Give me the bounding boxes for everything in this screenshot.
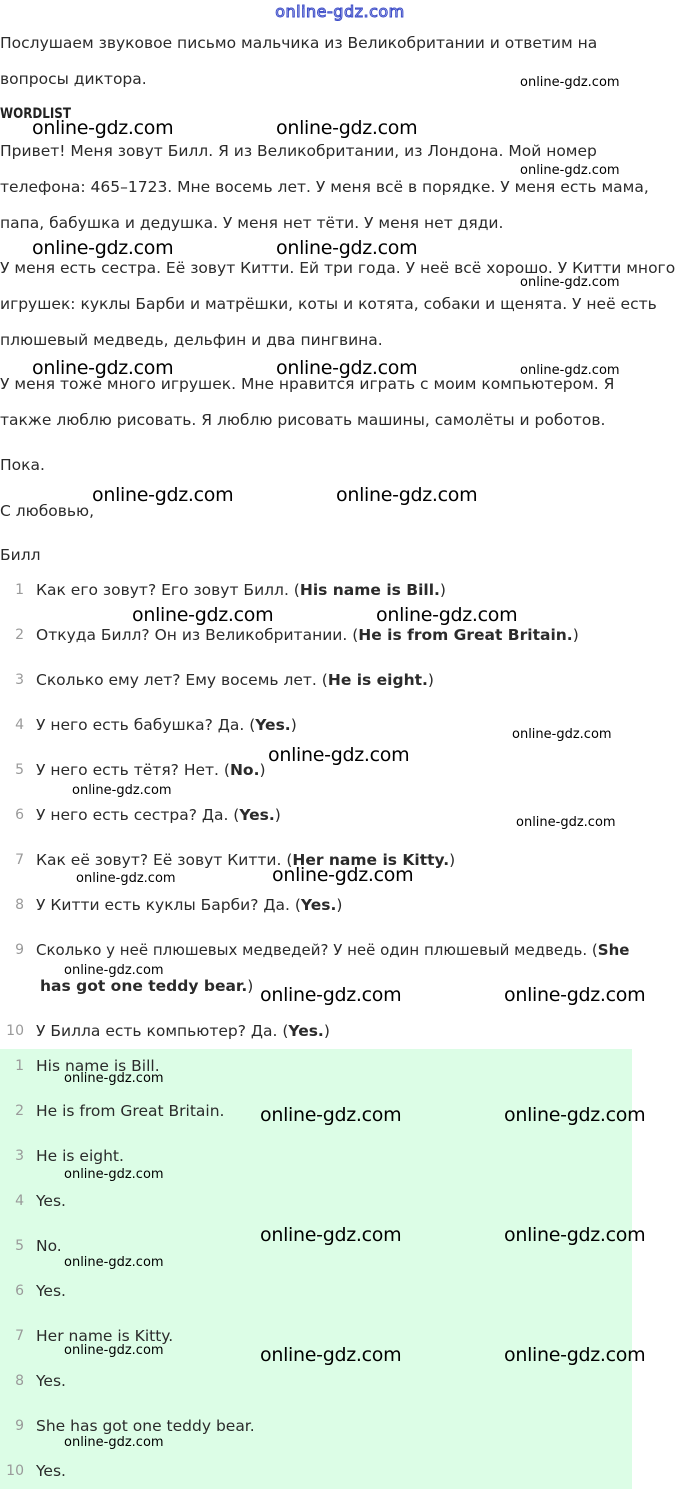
paren-close: ) — [336, 896, 343, 914]
question-text: Сколько у неё плюшевых медведей? У неё один плюшевый медведь. ( — [36, 941, 598, 959]
letter-line: Пока. — [0, 456, 45, 474]
paren-close: ) — [247, 977, 254, 995]
answer-text: He is eight. — [36, 1147, 124, 1165]
question-text: Как его зовут? Его зовут Билл. ( — [36, 581, 300, 599]
paren-close: ) — [439, 581, 446, 599]
question-number: 5 — [15, 762, 24, 778]
question-answer: Yes. — [300, 896, 337, 914]
watermark: online-gdz.com — [276, 237, 418, 259]
paren-close: ) — [572, 626, 579, 644]
answer-text: His name is Bill. — [36, 1057, 160, 1075]
watermark: online-gdz.com — [260, 984, 402, 1006]
watermark-small: online-gdz.com — [64, 963, 164, 978]
watermark: online-gdz.com — [504, 1224, 646, 1246]
question-text: У него есть бабушка? Да. ( — [36, 716, 256, 734]
watermark: online-gdz.com — [92, 484, 234, 506]
answer-number: 4 — [15, 1193, 24, 1209]
letter-line: плюшевый медведь, дельфин и два пингвина. — [0, 331, 383, 349]
letter-line: У меня тоже много игрушек. Мне нравится играть с моим компьютером. Я — [0, 375, 615, 393]
watermark: online-gdz.com — [260, 1224, 402, 1246]
watermark: online-gdz.com — [376, 604, 518, 626]
question-answer: Yes. — [239, 806, 275, 824]
letter-closing — [0, 493, 94, 529]
watermark: online-gdz.com — [276, 357, 418, 379]
letter-line: папа, бабушка и дедушка. У меня нет тёти. У меня нет дяди. — [0, 214, 504, 232]
answer-text: Yes. — [36, 1462, 66, 1480]
question-number: 4 — [15, 717, 24, 733]
question-answer: Yes. — [288, 1022, 324, 1040]
site-logo[interactable]: online-gdz.com — [275, 2, 405, 21]
question-number: 9 — [15, 942, 24, 958]
watermark: online-gdz.com — [32, 117, 174, 139]
answer-text: Yes. — [36, 1192, 66, 1210]
letter-paragraph-1 — [0, 133, 649, 241]
watermark-small: online-gdz.com — [64, 1343, 164, 1358]
intro-line: вопросы диктора. — [0, 70, 147, 88]
question-text: У Китти есть куклы Барби? Да. ( — [36, 896, 301, 914]
answer-number: 1 — [15, 1058, 24, 1074]
letter-line: Привет! Меня зовут Билл. Я из Великобритании, из Лондона. Мой номер — [0, 142, 597, 160]
question-answer: Yes. — [255, 716, 291, 734]
watermark-small: online-gdz.com — [64, 1255, 164, 1270]
watermark: online-gdz.com — [260, 1104, 402, 1126]
answer-number: 6 — [15, 1283, 24, 1299]
letter-line: игрушек: куклы Барби и матрёшки, коты и котята, собаки и щенята. У неё есть — [0, 295, 657, 313]
watermark: online-gdz.com — [260, 1344, 402, 1366]
question-answer: He is from Great Britain. — [358, 626, 573, 644]
answer-number: 7 — [15, 1328, 24, 1344]
question-answer: No. — [229, 761, 260, 779]
question-answer: He is eight. — [327, 671, 428, 689]
question-number: 6 — [15, 807, 24, 823]
watermark: online-gdz.com — [276, 117, 418, 139]
paren-close: ) — [259, 761, 266, 779]
watermark: online-gdz.com — [272, 864, 414, 886]
watermark: online-gdz.com — [504, 1344, 646, 1366]
answer-text: He is from Great Britain. — [36, 1102, 225, 1120]
watermark: online-gdz.com — [32, 237, 174, 259]
question-text: Откуда Билл? Он из Великобритании. ( — [36, 626, 359, 644]
letter-paragraph-2 — [0, 250, 675, 358]
letter-line: также люблю рисовать. Я люблю рисовать машины, самолёты и роботов. — [0, 411, 606, 429]
answer-number: 3 — [15, 1148, 24, 1164]
paren-close: ) — [274, 806, 281, 824]
intro-line: Послушаем звуковое письмо мальчика из Великобритании и ответим на — [0, 34, 598, 52]
paren-close: ) — [427, 671, 434, 689]
watermark-small: online-gdz.com — [520, 363, 620, 378]
watermark: online-gdz.com — [504, 1104, 646, 1126]
question-number: 10 — [6, 1023, 24, 1039]
question-answer-continued: has got one teddy bear. — [40, 977, 248, 995]
watermark: online-gdz.com — [336, 484, 478, 506]
letter-line: телефона: 465–1723. Мне восемь лет. У меня всё в порядке. У меня есть мама, — [0, 178, 649, 196]
answer-number: 5 — [15, 1238, 24, 1254]
question-number: 8 — [15, 897, 24, 913]
question-text: Сколько ему лет? Ему восемь лет. ( — [36, 671, 328, 689]
watermark-small: online-gdz.com — [64, 1435, 164, 1450]
watermark-small: online-gdz.com — [520, 275, 620, 290]
intro-paragraph — [0, 25, 597, 97]
answer-number: 9 — [15, 1418, 24, 1434]
question-number: 3 — [15, 672, 24, 688]
answer-number: 10 — [6, 1463, 24, 1479]
question-answer: Her name is Kitty. — [292, 851, 450, 869]
question-answer: His name is Bill. — [299, 581, 440, 599]
watermark-small: online-gdz.com — [64, 1167, 164, 1182]
paren-close: ) — [290, 716, 297, 734]
answer-text: No. — [36, 1237, 62, 1255]
watermark-small: online-gdz.com — [520, 75, 620, 90]
watermark: online-gdz.com — [32, 357, 174, 379]
letter-line: С любовью, — [0, 502, 94, 520]
watermark: online-gdz.com — [132, 604, 274, 626]
question-text: Как её зовут? Её зовут Китти. ( — [36, 851, 293, 869]
watermark-small: online-gdz.com — [520, 163, 620, 178]
watermark: online-gdz.com — [268, 744, 410, 766]
answer-text: Yes. — [36, 1372, 66, 1390]
letter-signature — [0, 537, 41, 573]
answer-text: She has got one teddy bear. — [36, 1417, 255, 1435]
question-text: У него есть тётя? Нет. ( — [36, 761, 230, 779]
watermark-small: online-gdz.com — [516, 815, 616, 830]
answer-text: Her name is Kitty. — [36, 1327, 174, 1345]
wordlist-heading: WORDLIST — [0, 106, 71, 122]
question-text: У Билла есть компьютер? Да. ( — [36, 1022, 289, 1040]
watermark-small: online-gdz.com — [512, 727, 612, 742]
letter-line: Билл — [0, 546, 41, 564]
letter-line: У меня есть сестра. Её зовут Китти. Ей три года. У неё всё хорошо. У Китти много — [0, 259, 676, 277]
watermark: online-gdz.com — [504, 984, 646, 1006]
paren-close: ) — [449, 851, 456, 869]
answer-number: 2 — [15, 1103, 24, 1119]
question-text: У него есть сестра? Да. ( — [36, 806, 240, 824]
answer-number: 8 — [15, 1373, 24, 1389]
watermark-small: online-gdz.com — [76, 871, 176, 886]
question-answer: She — [597, 941, 630, 959]
watermark-small: online-gdz.com — [64, 1071, 164, 1086]
question-number: 2 — [15, 627, 24, 643]
letter-bye — [0, 447, 45, 483]
paren-close: ) — [323, 1022, 330, 1040]
question-number: 1 — [15, 582, 24, 598]
answer-text: Yes. — [36, 1282, 66, 1300]
watermark-small: online-gdz.com — [72, 783, 172, 798]
question-number: 7 — [15, 852, 24, 868]
